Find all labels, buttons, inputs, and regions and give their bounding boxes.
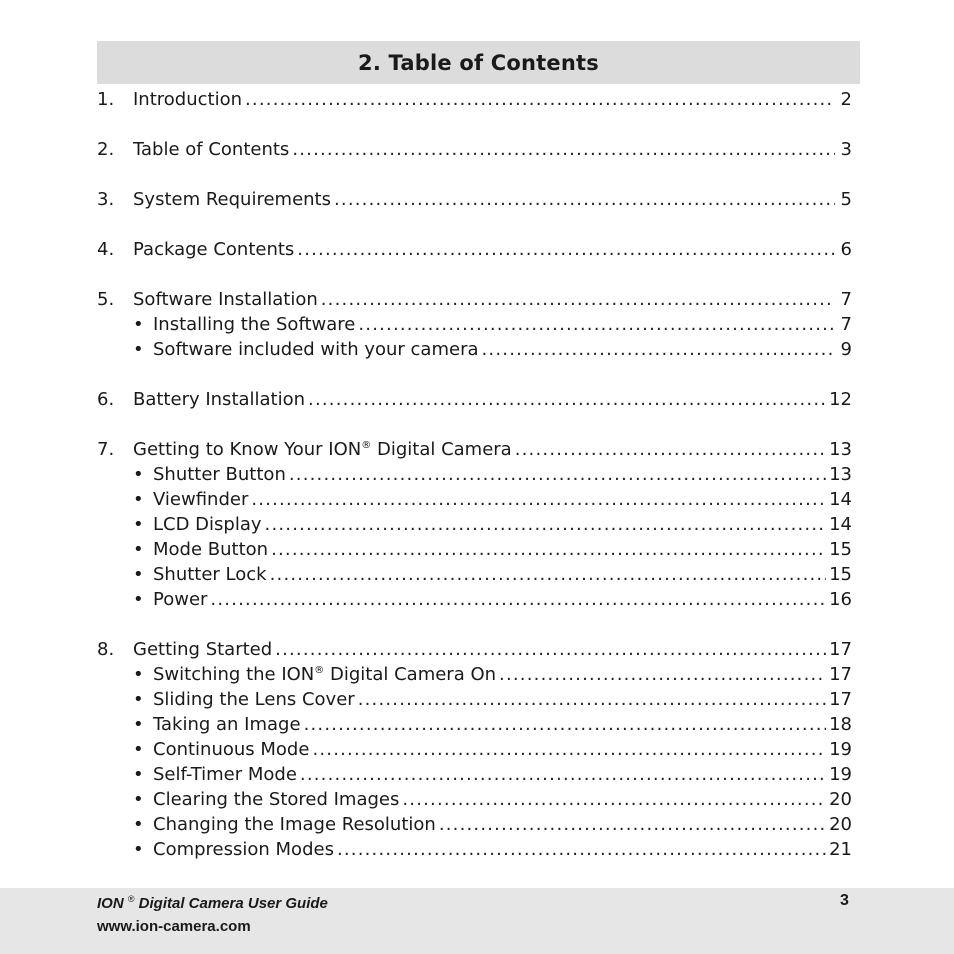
page-ref: 7 [840, 314, 852, 335]
dot-leader [289, 462, 826, 487]
bullet-icon: • [133, 514, 144, 535]
page-ref: 17 [829, 689, 852, 710]
page-title: 2. Table of Contents [358, 50, 599, 75]
page-ref: 19 [829, 764, 852, 785]
bullet-icon: • [133, 689, 144, 710]
bullet-icon: • [133, 489, 144, 510]
toc-subentry[interactable] [97, 812, 852, 837]
toc-entry-software-installation[interactable] [97, 287, 852, 312]
page-ref: 6 [840, 239, 852, 260]
subentry-label: Shutter Lock [153, 564, 267, 585]
toc-entry-introduction[interactable] [97, 87, 852, 112]
dot-leader [300, 762, 826, 787]
dot-leader [292, 137, 835, 162]
page-ref: 15 [829, 564, 852, 585]
toc-entry-getting-to-know[interactable] [97, 437, 852, 462]
title-bar [97, 41, 860, 84]
toc-subentry[interactable] [97, 837, 852, 862]
bullet-icon: • [133, 739, 144, 760]
subentry-label: Clearing the Stored Images [153, 789, 400, 810]
bullet-icon: • [133, 664, 144, 685]
bullet-icon: • [133, 789, 144, 810]
toc-subentry[interactable] [97, 587, 852, 612]
subentry-label: Power [153, 589, 208, 610]
subentry-label: Self-Timer Mode [153, 764, 297, 785]
subentry-label: Viewfinder [153, 489, 249, 510]
section-number: 7. [97, 439, 115, 460]
dot-leader [304, 712, 827, 737]
subentry-label: Taking an Image [153, 714, 301, 735]
section-number: 8. [97, 639, 115, 660]
page-footer [0, 888, 954, 954]
toc-subentry[interactable] [97, 712, 852, 737]
bullet-icon: • [133, 314, 144, 335]
section-number: 4. [97, 239, 115, 260]
subentry-label: Software included with your camera [153, 339, 479, 360]
bullet-icon: • [133, 839, 144, 860]
page-ref: 16 [829, 589, 852, 610]
dot-leader [499, 662, 826, 687]
section-label: Introduction [133, 89, 243, 110]
section-label: Table of Contents [133, 139, 290, 160]
section-number: 6. [97, 389, 115, 410]
toc-subentry[interactable] [97, 762, 852, 787]
section-label: Battery Installation [133, 389, 306, 410]
page-ref: 3 [840, 139, 852, 160]
page-ref: 13 [829, 439, 852, 460]
page-ref: 20 [829, 814, 852, 835]
toc-entry-battery-installation[interactable] [97, 387, 852, 412]
dot-leader [210, 587, 826, 612]
dot-leader [334, 187, 835, 212]
dot-leader [251, 487, 826, 512]
page-ref: 15 [829, 539, 852, 560]
page-ref: 20 [829, 789, 852, 810]
page-ref: 7 [840, 289, 852, 310]
page-number: 3 [840, 892, 849, 909]
toc-subentry[interactable] [97, 562, 852, 587]
toc-subentry[interactable] [97, 787, 852, 812]
page-ref: 14 [829, 514, 852, 535]
toc-subentry[interactable] [97, 537, 852, 562]
toc-subentry[interactable] [97, 662, 852, 687]
section-number: 1. [97, 89, 115, 110]
subentry-label: Sliding the Lens Cover [153, 689, 355, 710]
page-ref: 18 [829, 714, 852, 735]
table-of-contents [97, 86, 852, 862]
page-ref: 14 [829, 489, 852, 510]
subentry-label: Changing the Image Resolution [153, 814, 436, 835]
dot-leader [321, 287, 835, 312]
section-number: 3. [97, 189, 115, 210]
subentry-label: Compression Modes [153, 839, 334, 860]
bullet-icon: • [133, 464, 144, 485]
dot-leader [358, 687, 826, 712]
dot-leader [270, 562, 826, 587]
section-number: 5. [97, 289, 115, 310]
toc-entry-getting-started[interactable] [97, 637, 852, 662]
page-ref: 13 [829, 464, 852, 485]
bullet-icon: • [133, 714, 144, 735]
dot-leader [275, 637, 826, 662]
toc-subentry[interactable] [97, 687, 852, 712]
dot-leader [439, 812, 826, 837]
dot-leader [337, 837, 826, 862]
guide-title: ION ® Digital Camera User Guide [97, 894, 328, 912]
bullet-icon: • [133, 764, 144, 785]
page-ref: 12 [829, 389, 852, 410]
section-label: Getting Started [133, 639, 273, 660]
page-ref: 5 [840, 189, 852, 210]
dot-leader [312, 737, 826, 762]
subentry-label: Shutter Button [153, 464, 286, 485]
dot-leader [245, 87, 835, 112]
toc-subentry[interactable] [97, 512, 852, 537]
subentry-label: Continuous Mode [153, 739, 310, 760]
section-label: Software Installation [133, 289, 318, 310]
toc-subentry[interactable] [97, 487, 852, 512]
section-label: Getting to Know Your ION® Digital Camera [133, 439, 512, 460]
dot-leader [297, 237, 835, 262]
dot-leader [402, 787, 826, 812]
subentry-label: Switching the ION® Digital Camera On [153, 664, 497, 685]
bullet-icon: • [133, 339, 144, 360]
dot-leader [358, 312, 835, 337]
toc-subentry[interactable] [97, 337, 852, 362]
subentry-label: Mode Button [153, 539, 269, 560]
page-ref: 17 [829, 664, 852, 685]
section-label: Package Contents [133, 239, 295, 260]
page-ref: 2 [840, 89, 852, 110]
dot-leader [265, 512, 827, 537]
toc-subentry[interactable] [97, 737, 852, 762]
bullet-icon: • [133, 564, 144, 585]
page-ref: 19 [829, 739, 852, 760]
toc-entry-table-of-contents[interactable] [97, 137, 852, 162]
page-ref: 17 [829, 639, 852, 660]
section-number: 2. [97, 139, 115, 160]
dot-leader [482, 337, 835, 362]
toc-subentry[interactable] [97, 462, 852, 487]
toc-entry-package-contents[interactable] [97, 237, 852, 262]
dot-leader [515, 437, 826, 462]
page-ref: 9 [840, 339, 852, 360]
bullet-icon: • [133, 589, 144, 610]
toc-subentry[interactable] [97, 312, 852, 337]
section-label: System Requirements [133, 189, 331, 210]
dot-leader [271, 537, 826, 562]
toc-entry-system-requirements[interactable] [97, 187, 852, 212]
page-ref: 21 [829, 839, 852, 860]
subentry-label: LCD Display [153, 514, 262, 535]
bullet-icon: • [133, 539, 144, 560]
bullet-icon: • [133, 814, 144, 835]
subentry-label: Installing the Software [153, 314, 356, 335]
website-link[interactable]: www.ion-camera.com [97, 918, 251, 935]
dot-leader [308, 387, 826, 412]
